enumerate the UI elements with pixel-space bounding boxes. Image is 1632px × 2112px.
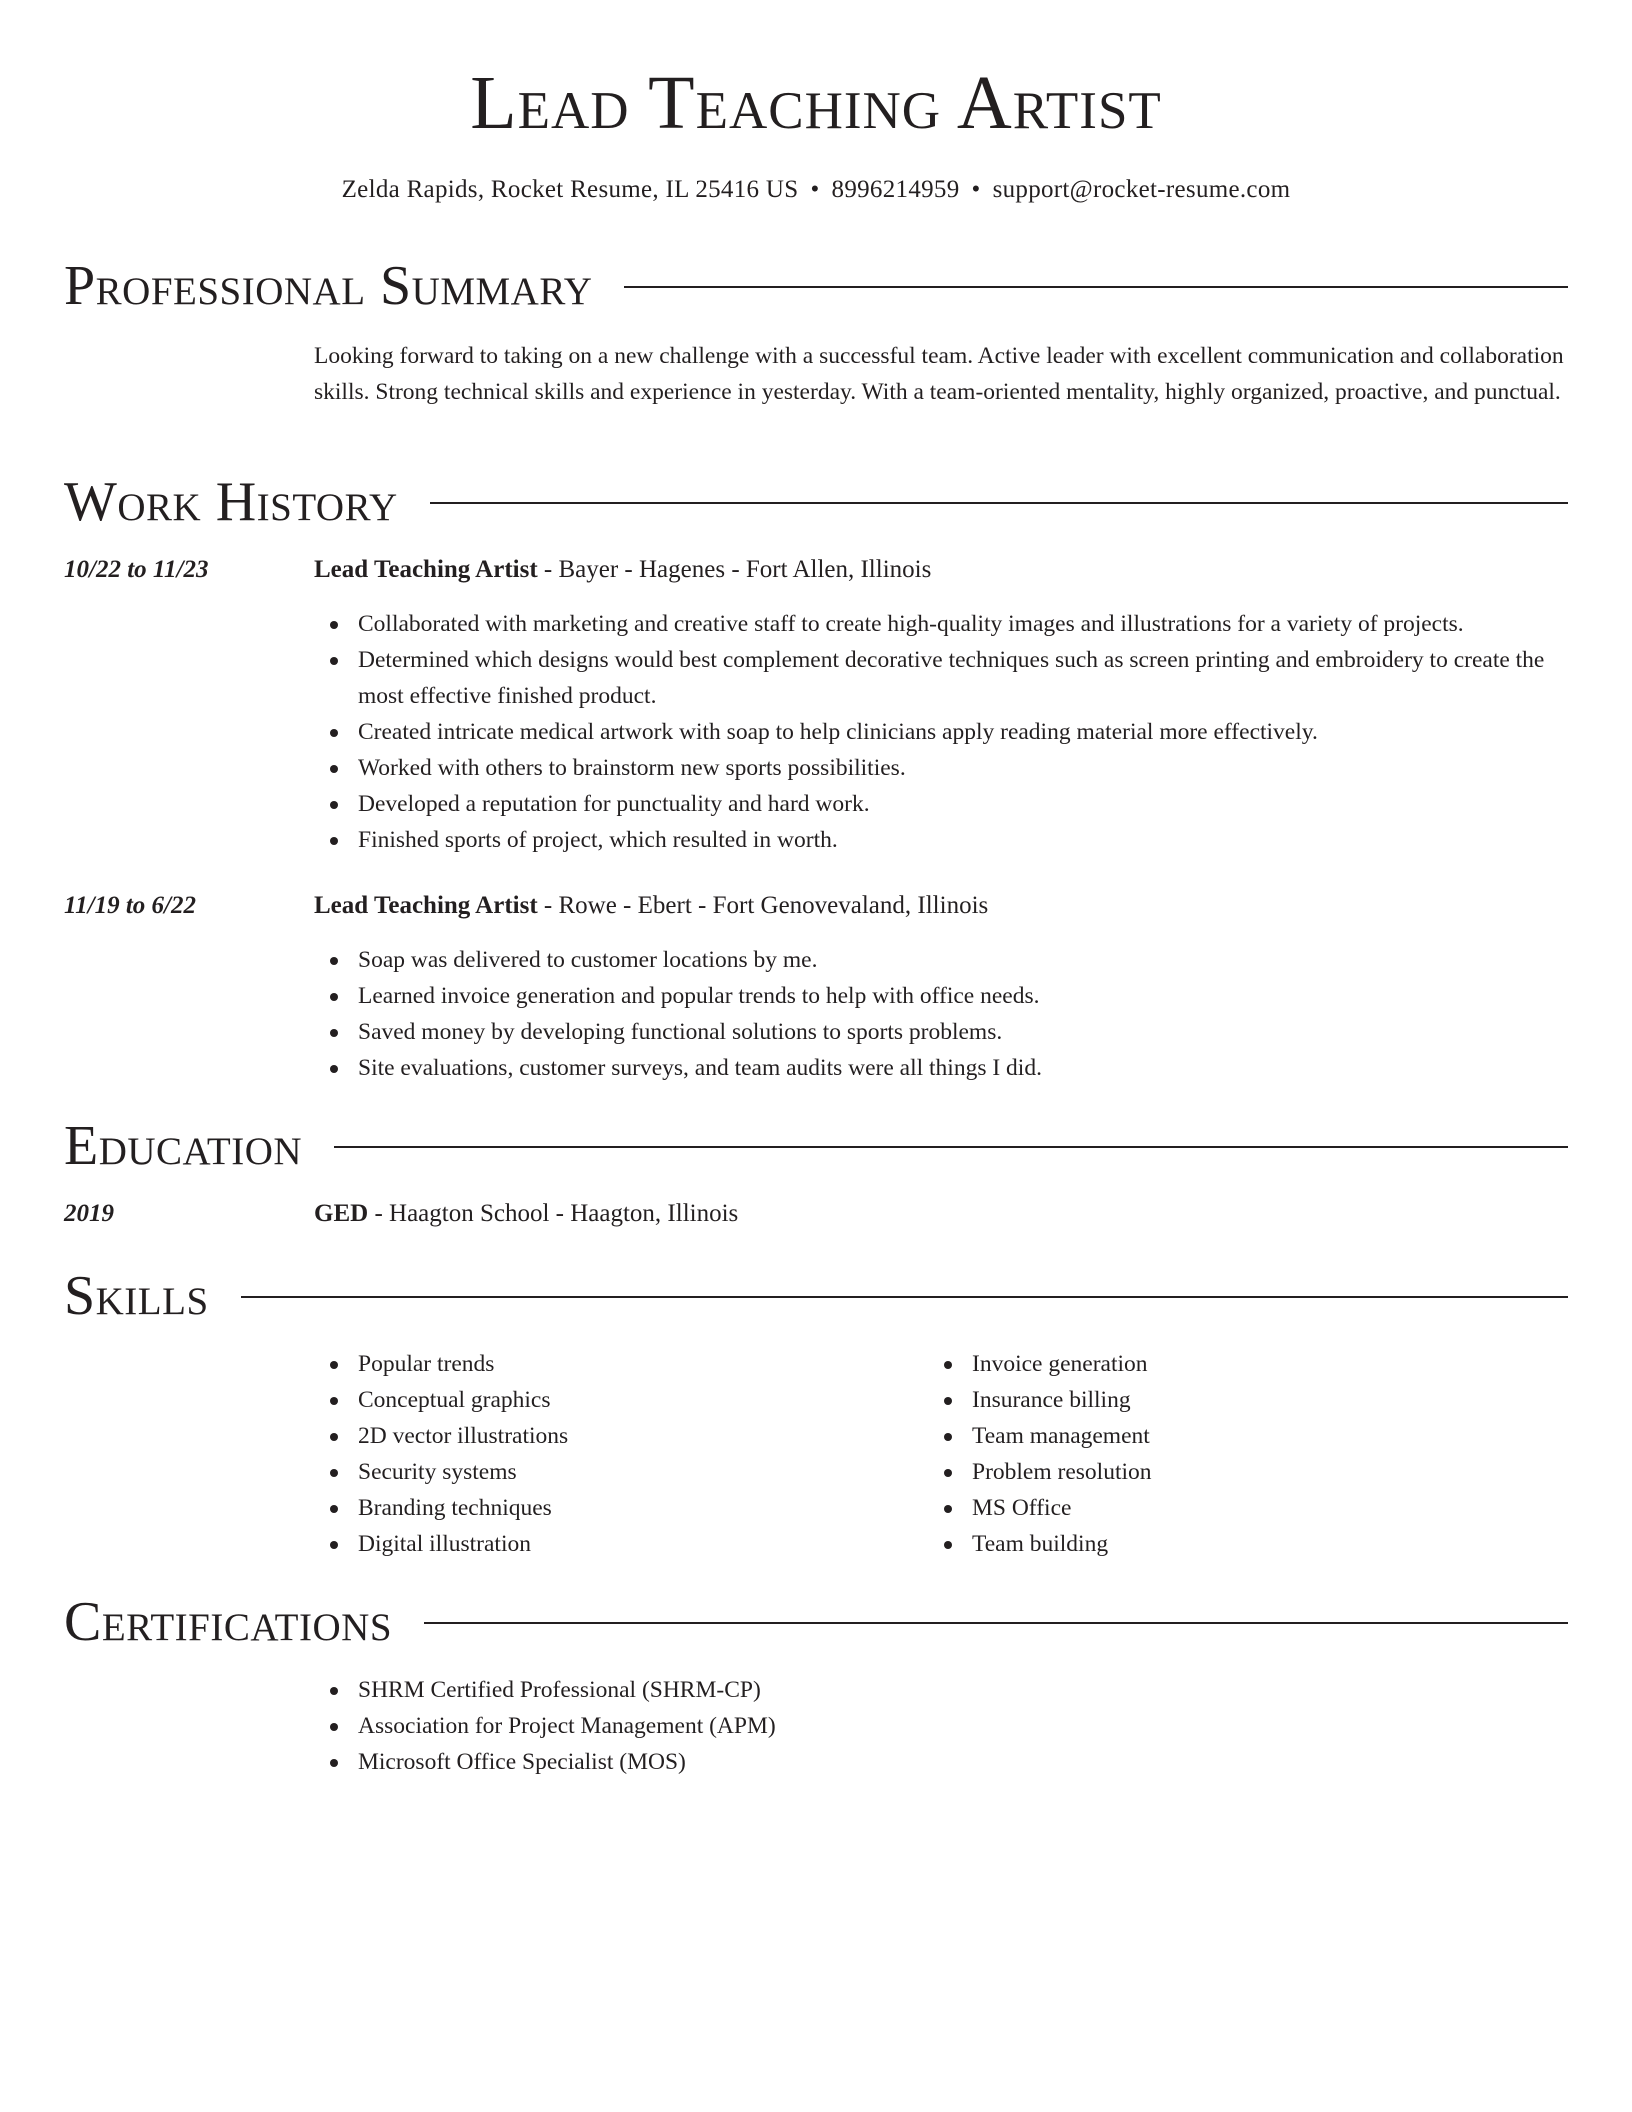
education-year: 2019 — [64, 1200, 114, 1227]
skill-item: Conceptual graphics — [314, 1382, 914, 1418]
skill-item: Team management — [928, 1418, 1528, 1454]
job-details: - Rowe - Ebert - Fort Genovevaland, Illinois — [537, 892, 989, 919]
list-item: Saved money by developing functional solutions to sports problems. — [314, 1014, 1574, 1050]
list-item: Collaborated with marketing and creative staff to create high-quality images and illustrations for a variety of projects. — [314, 606, 1574, 642]
work-section-header — [64, 470, 1568, 534]
skill-item: MS Office — [928, 1490, 1528, 1526]
section-title-work: Work History — [64, 471, 398, 533]
education-details: - Haagton School - Haagton, Illinois — [368, 1200, 739, 1227]
skill-item: Popular trends — [314, 1346, 914, 1382]
job-title: Lead Teaching Artist — [314, 556, 538, 583]
job-dates: 10/22 to 11/23 — [64, 556, 209, 583]
education-degree: GED — [314, 1200, 369, 1227]
job-bullets — [314, 606, 1574, 858]
list-item: Created intricate medical artwork with soap to help clinicians apply reading material more effectively. — [314, 714, 1574, 750]
contact-address: Zelda Rapids, Rocket Resume, IL 25416 US — [341, 176, 799, 203]
skill-item: Digital illustration — [314, 1526, 914, 1562]
job-details: - Bayer - Hagenes - Fort Allen, Illinois — [537, 556, 932, 583]
certifications-list — [314, 1672, 1314, 1780]
list-item: Worked with others to brainstorm new sports possibilities. — [314, 750, 1574, 786]
contact-separator: • — [810, 176, 820, 203]
job-title: Lead Teaching Artist — [314, 892, 538, 919]
section-title-skills: Skills — [64, 1265, 209, 1327]
section-title-summary: Professional Summary — [64, 255, 593, 317]
skills-list-right — [928, 1346, 1528, 1562]
contact-separator: • — [971, 176, 981, 203]
section-divider — [624, 286, 1568, 288]
job-heading — [314, 890, 988, 922]
list-item: Learned invoice generation and popular trends to help with office needs. — [314, 978, 1574, 1014]
skill-item: Team building — [928, 1526, 1528, 1562]
certification-item: SHRM Certified Professional (SHRM-CP) — [314, 1672, 1314, 1708]
contact-line — [0, 174, 1632, 206]
certifications-section-header — [64, 1590, 1568, 1654]
section-divider — [424, 1622, 1568, 1624]
job-dates: 11/19 to 6/22 — [64, 892, 196, 919]
job-bullets — [314, 942, 1574, 1086]
education-heading — [314, 1198, 738, 1230]
skill-item: Invoice generation — [928, 1346, 1528, 1382]
skill-item: Security systems — [314, 1454, 914, 1490]
contact-phone: 8996214959 — [831, 176, 960, 203]
section-divider — [241, 1296, 1568, 1298]
section-divider — [334, 1146, 1568, 1148]
contact-email[interactable]: support@rocket-resume.com — [992, 176, 1291, 203]
education-section-header — [64, 1114, 1568, 1178]
list-item: Soap was delivered to customer locations by me. — [314, 942, 1574, 978]
skill-item: Branding techniques — [314, 1490, 914, 1526]
list-item: Finished sports of project, which resulted in worth. — [314, 822, 1574, 858]
certification-item: Microsoft Office Specialist (MOS) — [314, 1744, 1314, 1780]
list-item: Determined which designs would best complement decorative techniques such as screen printing and embroidery to create the most effective finished product. — [314, 642, 1574, 714]
resume-name: Lead Teaching Artist — [470, 61, 1162, 145]
skill-item: Insurance billing — [928, 1382, 1528, 1418]
skill-item: 2D vector illustrations — [314, 1418, 914, 1454]
certification-item: Association for Project Management (APM) — [314, 1708, 1314, 1744]
skill-item: Problem resolution — [928, 1454, 1528, 1490]
job-heading — [314, 554, 931, 586]
section-title-certifications: Certifications — [64, 1591, 393, 1653]
summary-section-header — [64, 254, 1568, 318]
section-title-education: Education — [64, 1115, 303, 1177]
summary-text: Looking forward to taking on a new challenge with a successful team. Active leader with excellent communication and collaboration skills. Strong technical skills and experience in yesterday. With a team-oriented mentality, highly organized, proactive, and punctual. — [314, 343, 1564, 405]
skills-list-left — [314, 1346, 914, 1562]
list-item: Site evaluations, customer surveys, and team audits were all things I did. — [314, 1050, 1574, 1086]
section-divider — [430, 502, 1568, 504]
skills-section-header — [64, 1264, 1568, 1328]
list-item: Developed a reputation for punctuality and hard work. — [314, 786, 1574, 822]
